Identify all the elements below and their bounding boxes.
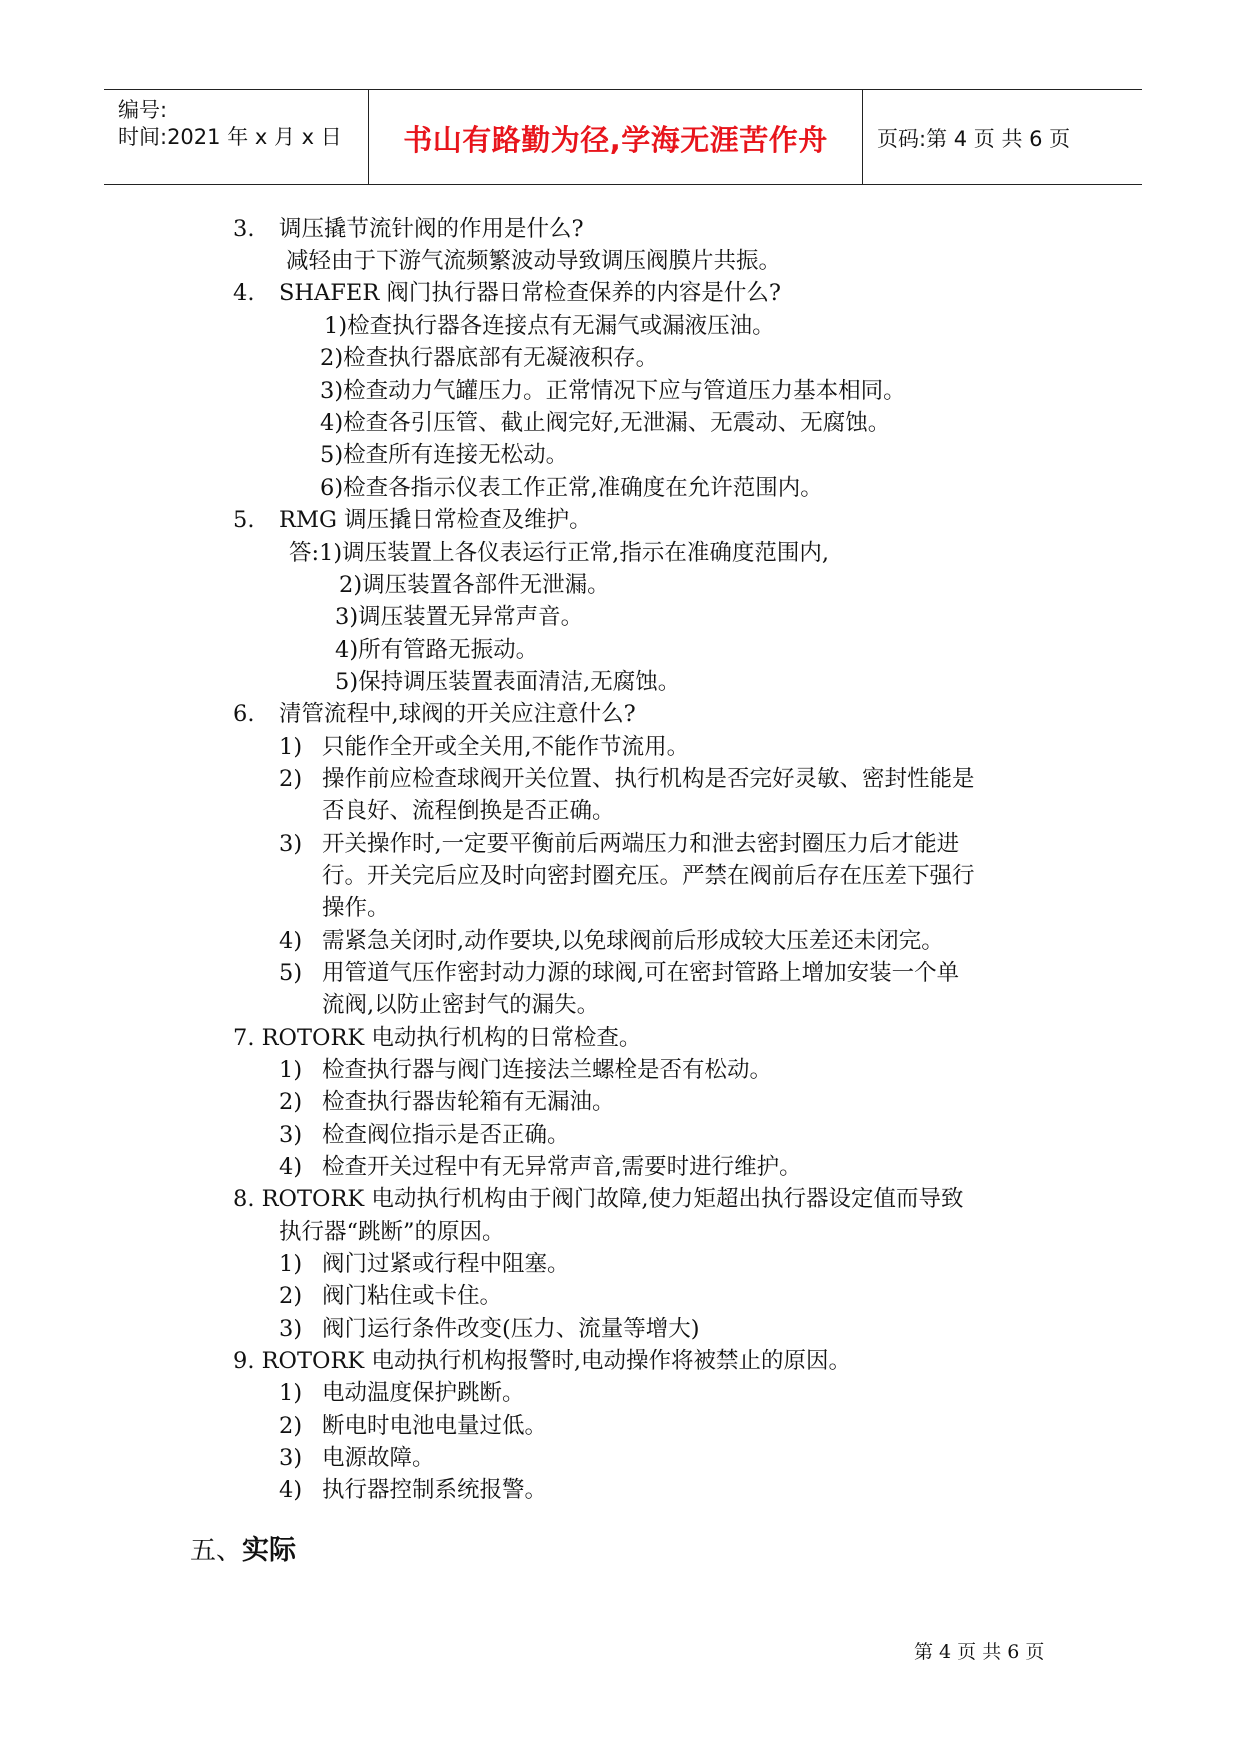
sub-number: 2)	[279, 1283, 303, 1309]
answer-line: 开关操作时,一定要平衡前后两端压力和泄去密封圈压力后才能进	[322, 831, 960, 857]
header-motto-cell	[369, 90, 863, 184]
sub-number: 3)	[279, 1316, 303, 1342]
section-title: 实际	[242, 1535, 297, 1566]
sub-number: 2)	[279, 766, 303, 792]
answer-line: 需紧急关闭时,动作要块,以免球阀前后形成较大压差还未闭完。	[322, 928, 944, 954]
answer-line: 1)检查执行器各连接点有无漏气或漏液压油。	[324, 313, 775, 339]
sub-number: 3)	[279, 831, 303, 857]
answer-line: 5)检查所有连接无松动。	[320, 442, 569, 468]
answer-line: 减轻由于下游气流频繁波动导致调压阀膜片共振。	[286, 248, 782, 274]
question-line: 8. ROTORK 电动执行机构由于阀门故障,使力矩超出执行器设定值而导致	[233, 1186, 964, 1212]
header-page-label: 页码:第 4 页 共 6 页	[877, 127, 1071, 151]
answer-line: 3)检查动力气罐压力。正常情况下应与管道压力基本相同。	[320, 378, 906, 404]
item-number: 5.	[233, 507, 255, 533]
answer-line: 用管道气压作密封动力源的球阀,可在密封管路上增加安装一个单	[322, 960, 960, 986]
answer-line: 4)所有管路无振动。	[335, 637, 539, 663]
sub-number: 4)	[279, 928, 303, 954]
answer-line: 2)检查执行器底部有无凝液积存。	[320, 345, 659, 371]
answer-line: 电动温度保护跳断。	[322, 1380, 525, 1406]
sub-number: 1)	[279, 734, 303, 760]
question-line: 执行器“跳断”的原因。	[279, 1219, 505, 1245]
sub-number: 1)	[279, 1380, 303, 1406]
sub-number: 2)	[279, 1089, 303, 1115]
question-line: RMG 调压撬日常检查及维护。	[279, 507, 592, 533]
answer-line: 只能作全开或全关用,不能作节流用。	[322, 734, 690, 760]
page-header	[104, 89, 1142, 185]
question-line: 9. ROTORK 电动执行机构报警时,电动操作将被禁止的原因。	[233, 1348, 852, 1374]
sub-number: 4)	[279, 1154, 303, 1180]
header-page-cell	[863, 90, 1142, 184]
answer-line: 检查执行器与阀门连接法兰螺栓是否有松动。	[322, 1057, 773, 1083]
answer-line: 阀门过紧或行程中阻塞。	[322, 1251, 570, 1277]
answer-line: 3)调压装置无异常声音。	[335, 604, 584, 630]
answer-line: 5)保持调压装置表面清洁,无腐蚀。	[335, 669, 681, 695]
answer-line: 断电时电池电量过低。	[322, 1413, 548, 1439]
header-info-cell	[104, 90, 369, 184]
answer-line: 检查阀位指示是否正确。	[322, 1122, 570, 1148]
item-number: 3.	[233, 216, 255, 242]
sub-number: 3)	[279, 1445, 303, 1471]
item-number: 4.	[233, 280, 255, 306]
answer-line: 电源故障。	[322, 1445, 435, 1471]
answer-line: 否良好、流程倒换是否正确。	[322, 798, 615, 824]
sub-number: 3)	[279, 1122, 303, 1148]
question-line: 调压撬节流针阀的作用是什么?	[279, 216, 584, 242]
sub-number: 5)	[279, 960, 303, 986]
sub-number: 2)	[279, 1413, 303, 1439]
answer-line: 阀门粘住或卡住。	[322, 1283, 503, 1309]
sub-number: 1)	[279, 1057, 303, 1083]
question-line: 7. ROTORK 电动执行机构的日常检查。	[233, 1025, 642, 1051]
motto: 书山有路勤为径,学海无涯苦作舟	[403, 123, 828, 157]
answer-line: 操作前应检查球阀开关位置、执行机构是否完好灵敏、密封性能是	[322, 766, 975, 792]
serial-label: 编号:	[118, 98, 168, 122]
answer-line: 阀门运行条件改变(压力、流量等增大)	[322, 1316, 700, 1342]
answer-line: 检查执行器齿轮箱有无漏油。	[322, 1089, 615, 1115]
sub-number: 1)	[279, 1251, 303, 1277]
section-heading	[190, 1535, 296, 1567]
question-line: 清管流程中,球阀的开关应注意什么?	[279, 701, 636, 727]
sub-number: 4)	[279, 1477, 303, 1503]
answer-line: 执行器控制系统报警。	[322, 1477, 548, 1503]
answer-line: 6)检查各指示仪表工作正常,准确度在允许范围内。	[320, 475, 823, 501]
answer-line: 流阀,以防止密封气的漏失。	[322, 992, 600, 1018]
answer-line: 答:1)调压装置上各仪表运行正常,指示在准确度范围内,	[289, 540, 829, 566]
answer-line: 4)检查各引压管、截止阀完好,无泄漏、无震动、无腐蚀。	[320, 410, 891, 436]
item-number: 6.	[233, 701, 255, 727]
answer-line: 行。开关完后应及时向密封圈充压。严禁在阀前后存在压差下强行	[322, 863, 975, 889]
section-prefix: 五、	[190, 1536, 243, 1566]
answer-line: 2)调压装置各部件无泄漏。	[339, 572, 610, 598]
page-footer: 第 4 页 共 6 页	[914, 1641, 1045, 1663]
question-line: SHAFER 阀门执行器日常检查保养的内容是什么?	[279, 280, 781, 306]
answer-line: 操作。	[322, 895, 390, 921]
date-label: 时间:2021 年 x 月 x 日	[118, 125, 342, 149]
answer-line: 检查开关过程中有无异常声音,需要时进行维护。	[322, 1154, 802, 1180]
